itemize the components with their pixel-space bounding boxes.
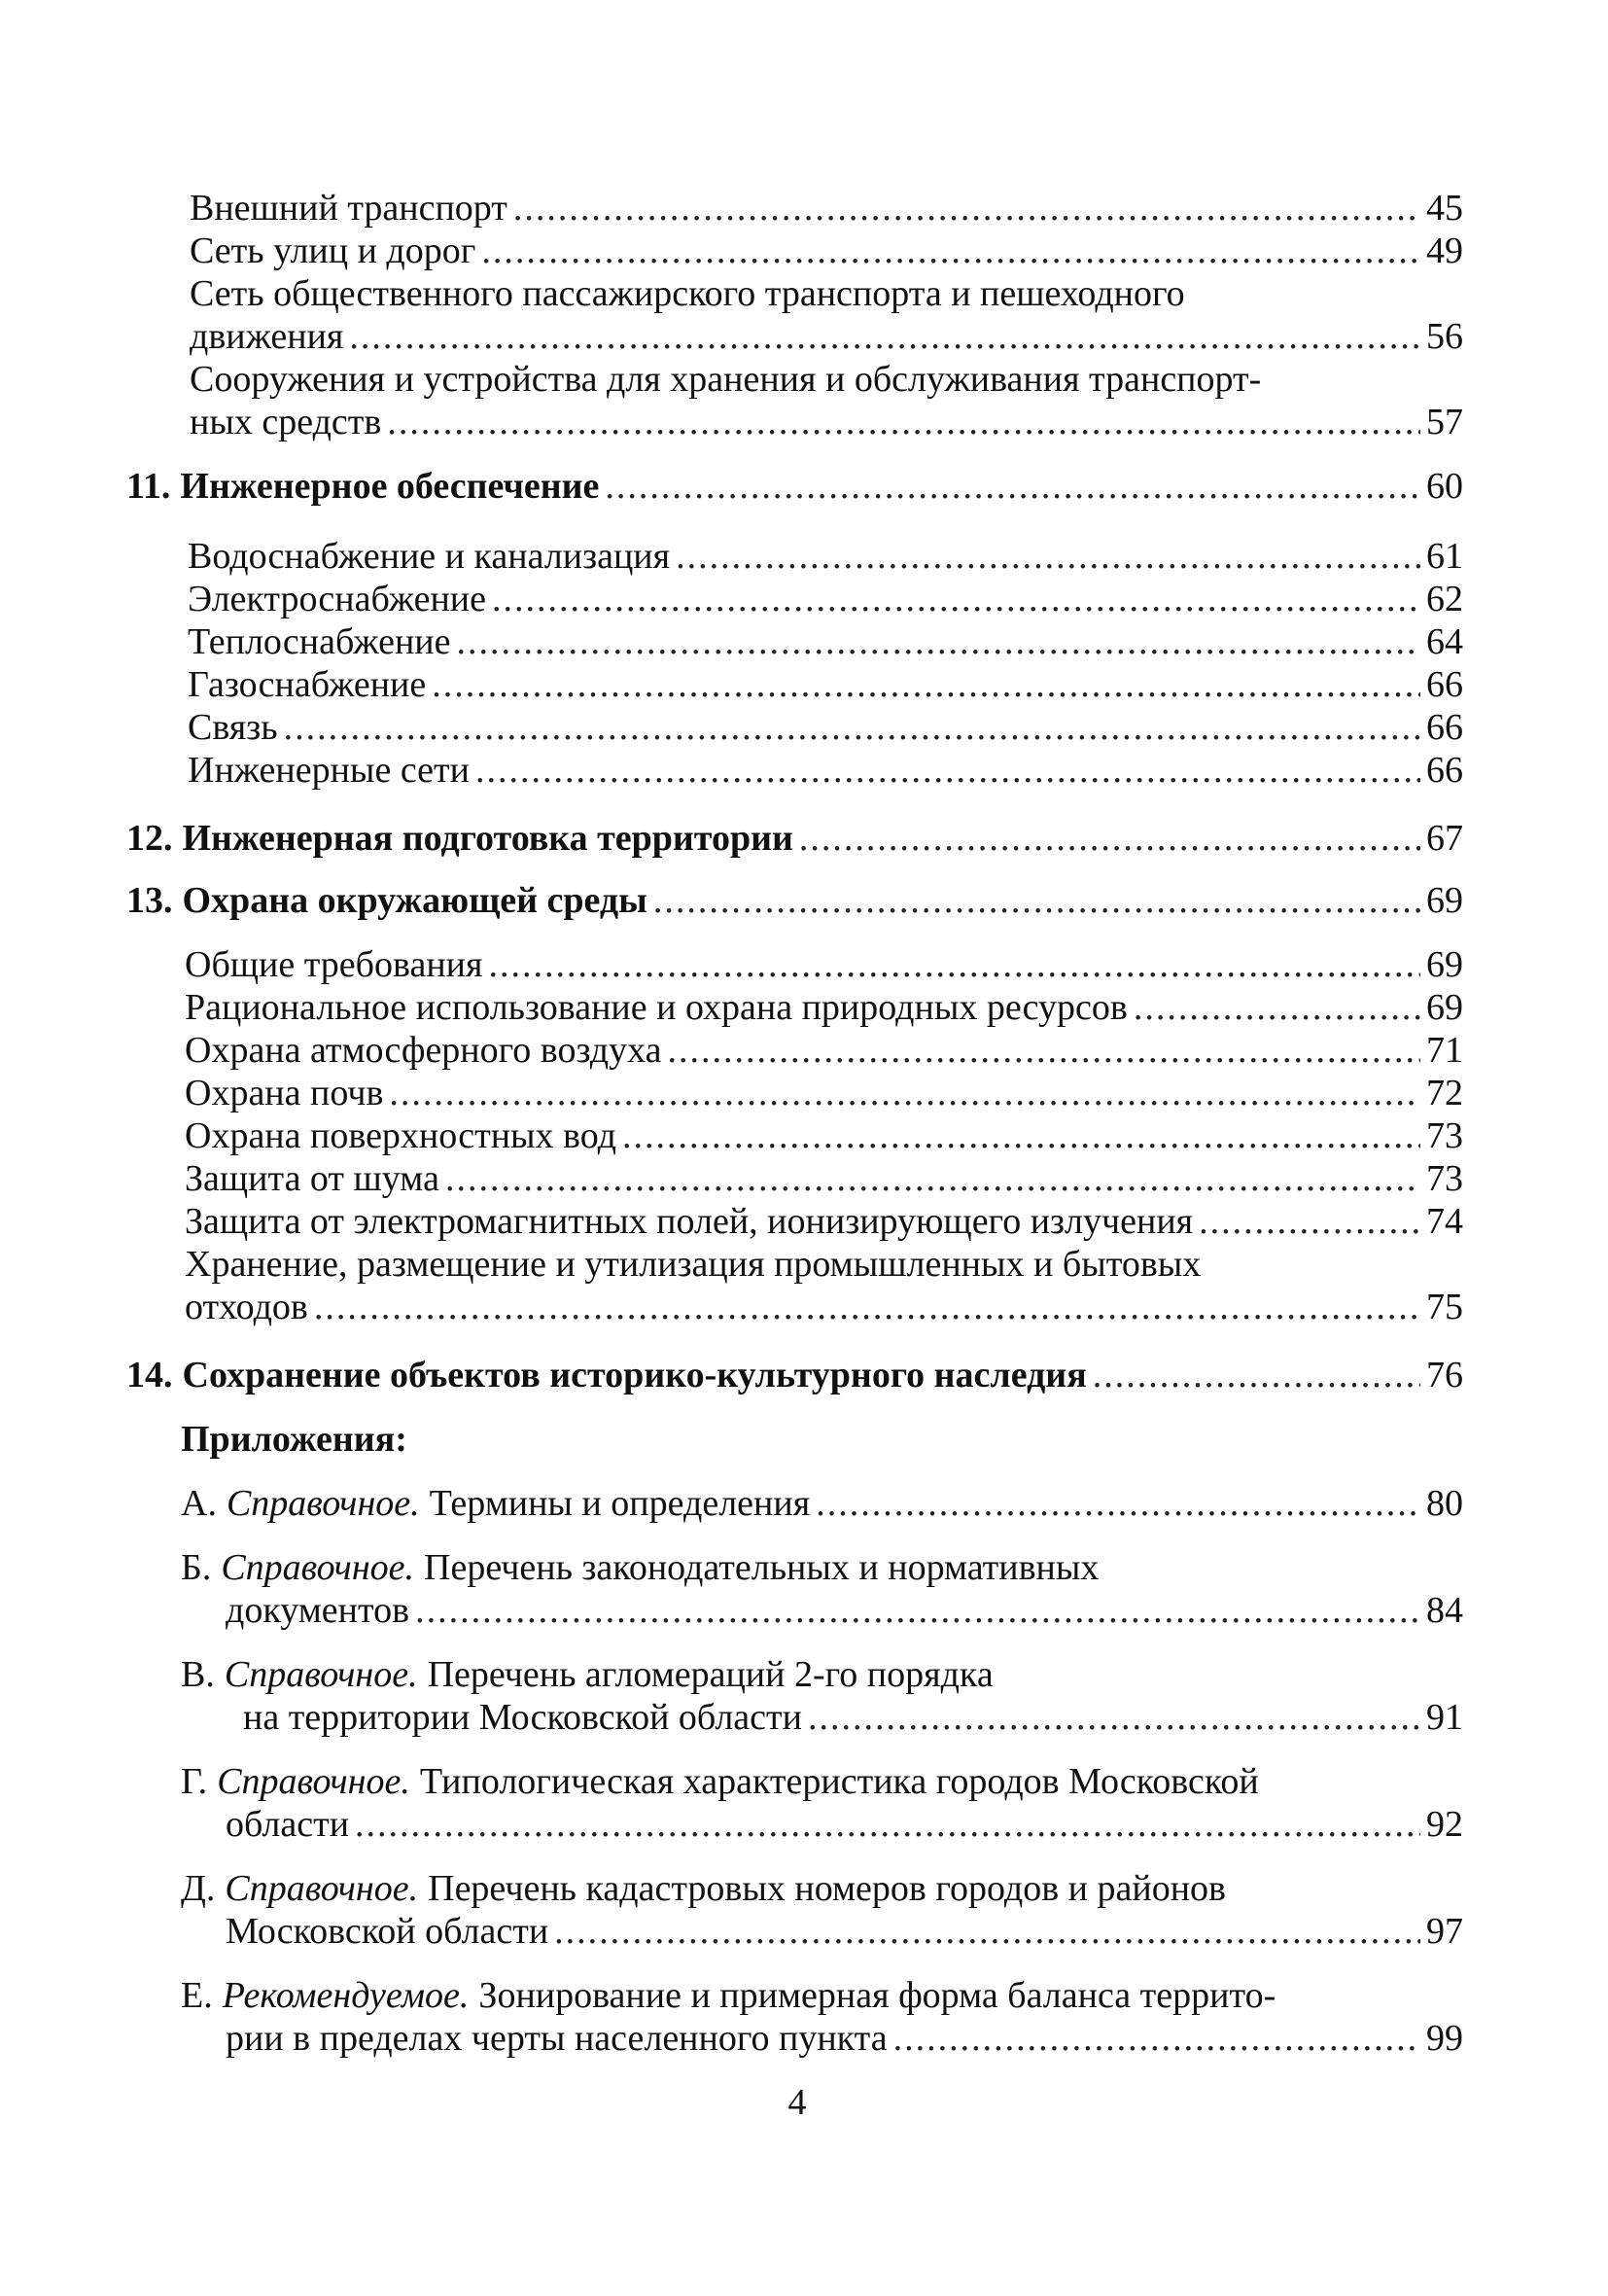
- appendix-kind: Справочное.: [217, 1761, 410, 1802]
- section-number: 13.: [126, 880, 173, 921]
- section-title: Инженерное обеспечение: [180, 466, 600, 507]
- appendix-title-cont: Московской области: [226, 1911, 549, 1952]
- toc-entry-title: Теплоснабжение: [188, 621, 451, 662]
- appendix-entry-a: [181, 1482, 1463, 1525]
- leader-dots: [816, 1482, 1420, 1525]
- toc-entry-page: 73: [1426, 1115, 1463, 1156]
- toc-entry-page: 75: [1426, 1287, 1463, 1327]
- leader-dots: [513, 187, 1420, 230]
- section-title: Охрана окружающей среды: [182, 880, 647, 921]
- toc-entry-title-line1: Хранение, размещение и утилизация промышленных и бытовых: [185, 1244, 1202, 1285]
- appendix-title: Зонирование и примерная форма баланса террито-: [478, 1975, 1276, 2016]
- toc-entry-title: Инженерные сети: [188, 750, 470, 791]
- toc-entry: [185, 1029, 1463, 1072]
- toc-section-13: [126, 879, 1463, 922]
- toc-entry: [185, 943, 1463, 986]
- toc-entry-title: Защита от шума: [185, 1158, 439, 1199]
- leader-dots: [355, 1803, 1420, 1846]
- toc-entry-title: Сеть улиц и дорог: [190, 230, 476, 271]
- toc-entry-title: Рациональное использование и охрана природных ресурсов: [185, 987, 1128, 1028]
- appendix-entry-d: [226, 1910, 1463, 1953]
- section-number: 12.: [126, 818, 173, 859]
- toc-section-12: [126, 817, 1463, 860]
- appendix-entry-v-line1: [181, 1653, 994, 1696]
- toc-entry: [188, 535, 1463, 578]
- toc-entry: [188, 620, 1463, 663]
- toc-entry-page: 49: [1426, 230, 1463, 271]
- appendix-entry-v: [243, 1696, 1463, 1739]
- appendix-title-cont: документов: [226, 1590, 410, 1631]
- appendix-letter: Д.: [181, 1868, 216, 1909]
- leader-dots: [432, 663, 1420, 706]
- toc-entry-title: Водоснабжение и канализация: [188, 536, 671, 577]
- section-page: 60: [1426, 466, 1463, 507]
- toc-entry-title: Связь: [188, 707, 278, 748]
- appendix-entry-b-line1: [181, 1546, 1099, 1589]
- appendix-kind: Рекомендуемое.: [222, 1975, 470, 2016]
- appendix-page: 92: [1426, 1804, 1463, 1845]
- toc-entry-page: 74: [1426, 1201, 1463, 1242]
- toc-entry: [188, 749, 1463, 792]
- toc-entry-title: Охрана поверхностных вод: [185, 1115, 616, 1156]
- leader-dots: [445, 1157, 1420, 1200]
- appendix-title: Перечень законодательных и нормативных: [424, 1547, 1100, 1588]
- leader-dots: [457, 620, 1421, 663]
- toc-entry: [190, 187, 1463, 230]
- toc-entry-page: 64: [1426, 621, 1463, 662]
- appendix-kind: Справочное.: [224, 1654, 418, 1695]
- appendix-title: Перечень агломераций 2-го порядка: [427, 1654, 994, 1695]
- appendix-title-cont: рии в пределах черты населенного пункта: [226, 2018, 888, 2059]
- toc-entry: [188, 663, 1463, 706]
- appendix-entry-e-line1: [181, 1974, 1276, 2017]
- appendix-entry-g: [226, 1803, 1463, 1846]
- toc-entry-title-line1: Сооружения и устройства для хранения и обслуживания транспорт-: [190, 359, 1262, 400]
- toc-entry: [188, 706, 1463, 749]
- toc-entry: [185, 1200, 1463, 1243]
- appendix-page: 97: [1426, 1911, 1463, 1952]
- leader-dots: [387, 401, 1420, 443]
- toc-entry: [185, 1286, 1463, 1328]
- appendix-letter: В.: [181, 1654, 215, 1695]
- leader-dots: [415, 1589, 1420, 1632]
- appendix-title: Типологическая характеристика городов Московской: [419, 1761, 1259, 1802]
- appendix-kind: Справочное.: [221, 1547, 415, 1588]
- appendix-letter: Е.: [181, 1975, 213, 2016]
- toc-entry: [190, 401, 1463, 443]
- page-number: 4: [787, 2082, 807, 2123]
- leader-dots: [492, 578, 1420, 620]
- toc-entry-page: 57: [1426, 402, 1463, 442]
- toc-entry-title: Электроснабжение: [188, 579, 487, 619]
- toc-entry-page: 69: [1426, 987, 1463, 1028]
- toc-entry-page: 73: [1426, 1158, 1463, 1199]
- leader-dots: [481, 230, 1420, 272]
- toc-entry-title: Охрана почв: [185, 1073, 384, 1113]
- appendix-kind: Справочное.: [225, 1868, 419, 1909]
- leader-dots: [799, 817, 1420, 860]
- leader-dots: [1134, 986, 1420, 1029]
- toc-entry-page: 45: [1426, 188, 1463, 229]
- section-page: 69: [1426, 880, 1463, 921]
- appendices-heading: Приложения:: [181, 1419, 407, 1460]
- toc-entry-page: 66: [1426, 707, 1463, 748]
- leader-dots: [605, 465, 1420, 508]
- section-title: Сохранение объектов историко-культурного наследия: [182, 1355, 1087, 1395]
- appendix-letter: Г.: [181, 1761, 208, 1802]
- toc-entry-page: 71: [1426, 1030, 1463, 1071]
- appendix-page: 91: [1426, 1697, 1463, 1738]
- leader-dots: [893, 2017, 1420, 2060]
- toc-entry-title: отходов: [185, 1287, 308, 1327]
- appendix-page: 80: [1426, 1483, 1463, 1524]
- appendix-entry-g-line1: [181, 1760, 1259, 1803]
- leader-dots: [475, 749, 1420, 792]
- leader-dots: [389, 1072, 1420, 1114]
- section-page: 76: [1426, 1355, 1463, 1395]
- toc-entry-page: 69: [1426, 944, 1463, 985]
- appendix-kind: Справочное.: [226, 1483, 420, 1524]
- leader-dots: [1199, 1200, 1420, 1243]
- appendix-title: Перечень кадастровых номеров городов и районов: [428, 1868, 1226, 1909]
- toc-entry-title: Охрана атмосферного воздуха: [185, 1030, 662, 1071]
- toc-entry: [185, 1114, 1463, 1157]
- toc-entry-title: движения: [190, 316, 344, 357]
- section-number: 14.: [126, 1355, 173, 1395]
- leader-dots: [676, 535, 1420, 578]
- leader-dots: [284, 706, 1420, 749]
- toc-entry: [190, 230, 1463, 272]
- appendix-title: Термины и определения: [429, 1483, 811, 1524]
- toc-entry-page: 56: [1426, 316, 1463, 357]
- leader-dots: [349, 315, 1420, 358]
- toc-entry: [185, 986, 1463, 1029]
- toc-section-14: [126, 1354, 1463, 1396]
- toc-entry: [185, 1072, 1463, 1114]
- section-title: Инженерная подготовка территории: [182, 818, 793, 859]
- toc-entry-title: Защита от электромагнитных полей, ионизирующего излучения: [185, 1201, 1194, 1242]
- leader-dots: [622, 1114, 1420, 1157]
- appendix-page: 99: [1426, 2018, 1463, 2059]
- toc-entry-page: 66: [1426, 664, 1463, 705]
- appendix-entry-b: [226, 1589, 1463, 1632]
- toc-entry: [185, 1157, 1463, 1200]
- toc-entry-page: 72: [1426, 1073, 1463, 1113]
- appendix-entry-d-line1: [181, 1867, 1226, 1910]
- appendix-page: 84: [1426, 1590, 1463, 1631]
- toc-entry-title: Газоснабжение: [188, 664, 427, 705]
- appendix-title-cont: на территории Московской области: [243, 1697, 802, 1738]
- appendix-letter: Б.: [181, 1547, 212, 1588]
- leader-dots: [554, 1910, 1420, 1953]
- leader-dots: [653, 879, 1420, 922]
- leader-dots: [1093, 1354, 1420, 1396]
- toc-entry-page: 61: [1426, 536, 1463, 577]
- leader-dots: [314, 1286, 1420, 1328]
- toc-entry-page: 62: [1426, 579, 1463, 619]
- toc-section-11: [126, 465, 1463, 508]
- section-number: 11.: [126, 466, 171, 507]
- appendix-title-cont: области: [226, 1804, 350, 1845]
- toc-entry-title: Общие требования: [185, 944, 483, 985]
- toc-entry-title: ных средств: [190, 402, 382, 442]
- appendix-entry-e: [226, 2017, 1463, 2060]
- leader-dots: [808, 1696, 1420, 1739]
- leader-dots: [488, 943, 1420, 986]
- appendix-letter: А.: [181, 1483, 217, 1524]
- toc-entry-page: 66: [1426, 750, 1463, 791]
- toc-entry-title-line1: Сеть общественного пассажирского транспорта и пешеходного: [190, 273, 1185, 314]
- toc-entry-title: Внешний транспорт: [190, 188, 507, 229]
- section-page: 67: [1426, 818, 1463, 859]
- leader-dots: [668, 1029, 1421, 1072]
- toc-entry: [190, 315, 1463, 358]
- toc-entry: [188, 578, 1463, 620]
